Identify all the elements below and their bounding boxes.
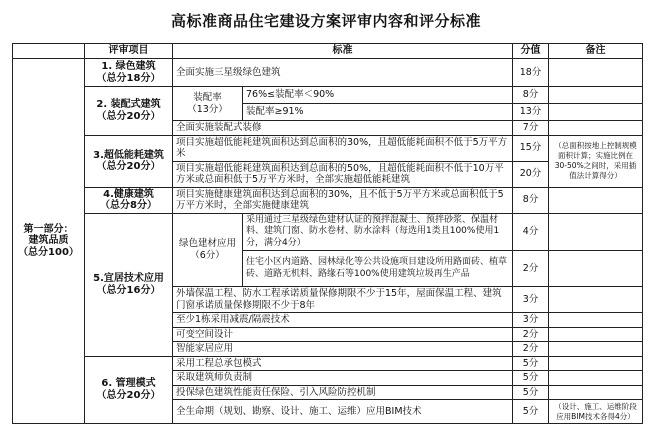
category-ultra-low-energy xyxy=(85,135,173,187)
header-standard: 标准 xyxy=(173,44,513,59)
standard-text: 76%≤装配率＜90% xyxy=(243,87,513,104)
standard-text: 项目实施超低能耗建筑面积达到总面积的30%，且超低能耗面积不低于5万平方米 xyxy=(173,135,513,161)
standard-text: 可变空间设计 xyxy=(173,327,513,342)
category-healthy-building xyxy=(85,187,173,213)
remark-cell xyxy=(549,385,643,400)
category-total: （总分16分） xyxy=(96,284,161,296)
score-value: 5分 xyxy=(513,400,549,424)
category-name: 5.宜居技术应用 xyxy=(93,273,164,284)
remark-cell xyxy=(549,87,643,104)
header-row xyxy=(13,44,643,59)
standard-text: 项目实施健康建筑面积达到总面积的30%，且不低于5万平方米或总面积低于5万平方米时，全部实施健康建筑 xyxy=(173,187,513,213)
remark-cell: （总面积按地上控制规模面积计算；实施比例在30-50%之间时，采用插值法计算得分） xyxy=(549,135,643,187)
remark-cell xyxy=(549,251,643,287)
category-name: 2. 装配式建筑 xyxy=(96,99,161,111)
category-total: （总分20分） xyxy=(96,389,161,401)
table-row xyxy=(13,87,643,104)
standard-text: 采用工程总承包模式 xyxy=(173,356,513,371)
remark-cell xyxy=(549,287,643,313)
standard-text: 住宅小区内道路、园林绿化等公共设施项目建设所用路面砖、植草砖、道路无机料、路缘石等100%使用建筑垃圾再生产品 xyxy=(243,251,513,287)
sub-item-total: （6分） xyxy=(190,249,225,261)
score-value: 5分 xyxy=(513,356,549,371)
sub-item-prefab-rate xyxy=(173,87,243,121)
remark-cell: （设计、施工、运维阶段应用BIM技术各得4分） xyxy=(549,400,643,424)
remark-cell xyxy=(549,356,643,371)
score-value: 4分 xyxy=(513,213,549,251)
category-total: （总分8分） xyxy=(100,200,157,211)
score-value: 3分 xyxy=(513,287,549,313)
score-value: 20分 xyxy=(513,161,549,187)
score-value: 8分 xyxy=(513,187,549,213)
standard-text: 全面实施装配式装修 xyxy=(173,121,513,136)
scoring-table xyxy=(12,43,643,424)
standard-text: 采用通过三星级绿色建材认证的预拌混凝土、预拌砂浆、保温材料、建筑门窗、防水卷材、防水涂料（每选用1类且100%使用1分，满分4分） xyxy=(243,213,513,251)
remark-cell xyxy=(549,342,643,357)
score-value: 7分 xyxy=(513,121,549,136)
score-value: 18分 xyxy=(513,59,549,87)
standard-text: 装配率≥91% xyxy=(243,104,513,121)
score-value: 8分 xyxy=(513,87,549,104)
part-one-line2: 建筑品质 xyxy=(28,235,69,247)
page-title: 高标准商品住宅建设方案评审内容和评分标准 xyxy=(170,12,481,30)
table-row xyxy=(13,187,643,213)
header-blank xyxy=(13,44,85,59)
remark-cell xyxy=(549,104,643,121)
header-score: 分值 xyxy=(513,44,549,59)
remark-cell xyxy=(549,121,643,136)
category-prefab-building xyxy=(85,87,173,136)
score-value: 15分 xyxy=(513,135,549,161)
score-value: 13分 xyxy=(513,104,549,121)
table-row xyxy=(13,135,643,161)
standard-text: 全生命期（规划、勘察、设计、施工、运维）应用BIM技术 xyxy=(173,400,513,424)
remark-cell xyxy=(549,313,643,328)
category-management-mode xyxy=(85,356,173,424)
remark-cell xyxy=(549,213,643,251)
standard-text: 全面实施三星级绿色建筑 xyxy=(173,59,513,87)
standard-text: 投保绿色建筑性能责任保险、引入风险防控机制 xyxy=(173,385,513,400)
remark-cell xyxy=(549,327,643,342)
standard-text: 采取建筑师负责制 xyxy=(173,371,513,386)
standard-text: 项目实施超低能耗建筑面积达到总面积的50%，且超低能耗面积不低于10万平方米或总面积低于5万平方米时，全部实施超低能耗建筑 xyxy=(173,161,513,187)
table-row xyxy=(13,213,643,251)
part-one-cell xyxy=(13,59,85,424)
category-name: 6. 管理模式 xyxy=(101,378,156,390)
score-value: 5分 xyxy=(513,385,549,400)
sub-item-green-materials xyxy=(173,213,243,287)
table-row xyxy=(13,59,643,87)
score-value: 2分 xyxy=(513,251,549,287)
score-value: 2分 xyxy=(513,327,549,342)
standard-text: 至少1栋采用减震/隔震技术 xyxy=(173,313,513,328)
category-total: （总分20分） xyxy=(96,110,161,122)
category-name: 4.健康建筑 xyxy=(103,188,154,200)
category-green-building xyxy=(85,59,173,87)
standard-text: 外墙保温工程、防水工程承诺质量保修期限不少于15年，屋面保温工程、建筑门窗承诺质量保修期限不少于8年 xyxy=(173,287,513,313)
part-one-line3: （总分100） xyxy=(18,246,79,258)
category-name: 1. 绿色建筑 xyxy=(101,61,156,72)
sub-item-label: 绿色建材应用 xyxy=(178,238,236,250)
header-remark: 备注 xyxy=(549,44,643,59)
header-item: 评审项目 xyxy=(85,44,173,59)
category-name: 3.超低能耗建筑 xyxy=(93,149,164,161)
score-value: 2分 xyxy=(513,342,549,357)
sub-item-total: （13分） xyxy=(187,103,228,115)
score-value: 5分 xyxy=(513,371,549,386)
score-value: 3分 xyxy=(513,313,549,328)
category-total: （总分18分） xyxy=(96,72,161,84)
standard-text: 智能家居应用 xyxy=(173,342,513,357)
part-one-line1: 第一部分： xyxy=(23,223,74,235)
sub-item-label: 装配率 xyxy=(193,92,222,103)
table-row xyxy=(13,356,643,371)
remark-cell xyxy=(549,371,643,386)
category-livable-tech xyxy=(85,213,173,356)
remark-cell xyxy=(549,187,643,213)
category-total: （总分20分） xyxy=(96,161,161,172)
remark-cell xyxy=(549,59,643,87)
